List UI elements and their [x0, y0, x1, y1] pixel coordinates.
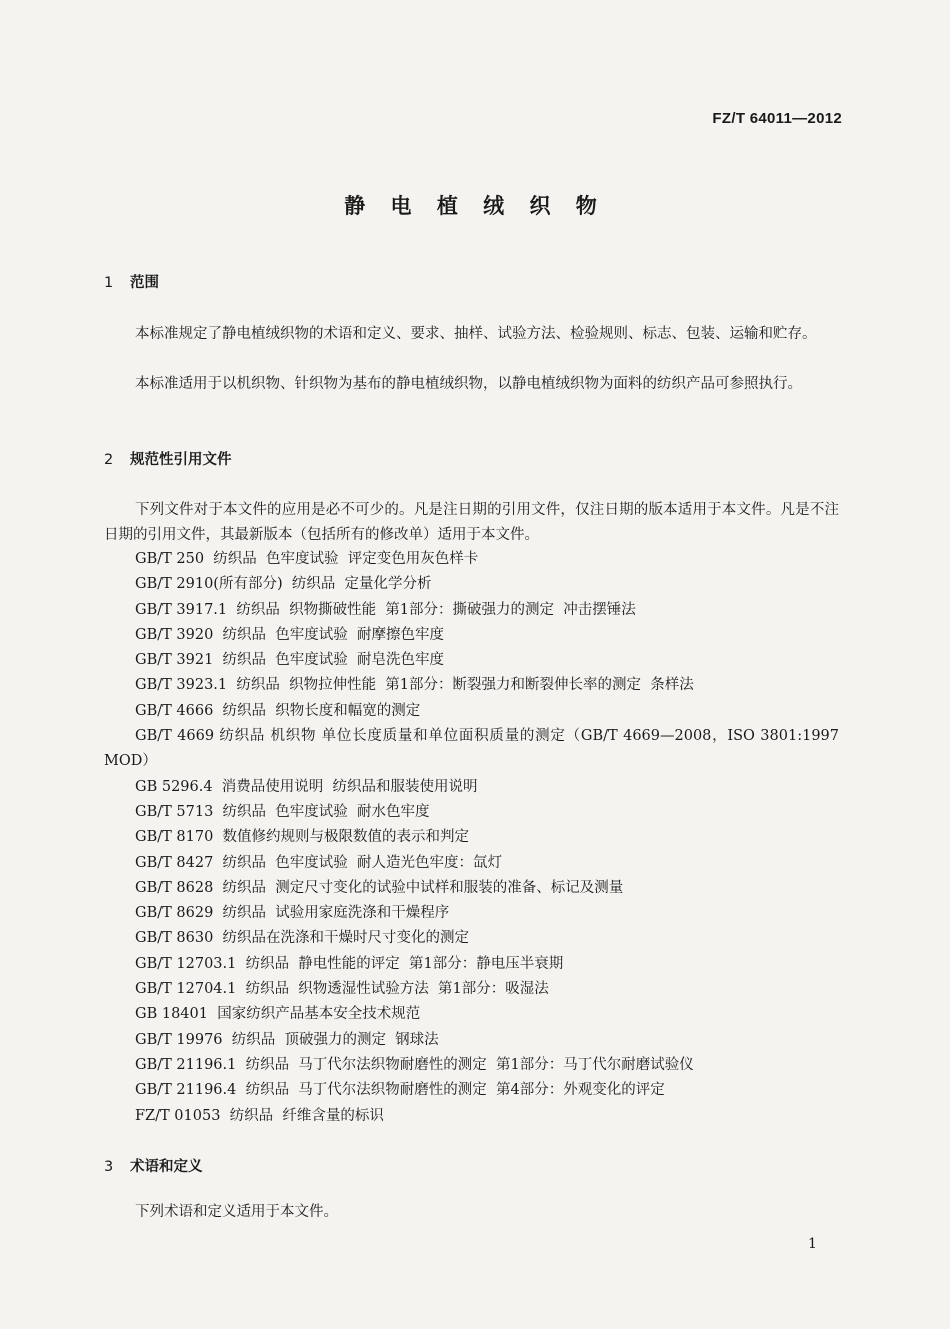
reference-item: GB/T 8630 纺织品在洗涤和干燥时尺寸变化的测定 — [135, 930, 470, 947]
standard-code: FZ/T 64011—2012 — [712, 110, 842, 127]
reference-item: GB/T 2910(所有部分) 纺织品 定量化学分析 — [135, 576, 432, 593]
section-3-number: 3 — [104, 1159, 114, 1175]
reference-item: GB/T 3921 纺织品 色牢度试验 耐皂洗色牢度 — [135, 652, 444, 669]
reference-item: GB/T 3917.1 纺织品 织物撕破性能 第1部分：撕破强力的测定 冲击摆锤法 — [135, 601, 636, 618]
section-1-paragraph-1: 本标准规定了静电植绒织物的术语和定义、要求、抽样、试验方法、检验规则、标志、包装、运输和贮存。 — [135, 326, 817, 342]
reference-item: GB/T 8628 纺织品 测定尺寸变化的试验中试样和服装的准备、标记及测量 — [135, 879, 624, 896]
reference-item: GB/T 8629 纺织品 试验用家庭洗涤和干燥程序 — [135, 905, 450, 922]
reference-item: GB/T 4669 纺织品 机织物 单位长度质量和单位面积质量的测定（GB/T 4669—2008，ISO 3801:1997 MOD） — [104, 728, 839, 770]
section-1-paragraph-2: 本标准适用于以机织物、针织物为基布的静电植绒织物，以静电植绒织物为面料的纺织产品可参照执行。 — [135, 376, 802, 392]
reference-item: GB/T 3923.1 纺织品 织物拉伸性能 第1部分：断裂强力和断裂伸长率的测定 条样法 — [135, 677, 694, 694]
reference-item: GB/T 250 纺织品 色牢度试验 评定变色用灰色样卡 — [135, 551, 479, 567]
section-3-heading — [104, 1155, 203, 1176]
section-2-number: 2 — [104, 452, 114, 468]
reference-item: GB/T 19976 纺织品 顶破强力的测定 钢球法 — [135, 1031, 439, 1048]
reference-item: GB/T 5713 纺织品 色牢度试验 耐水色牢度 — [135, 803, 430, 820]
section-2-intro: 下列文件对于本文件的应用是必不可少的。凡是注日期的引用文件，仅注日期的版本适用于本文件。凡是不注日期的引用文件，其最新版本（包括所有的修改单）适用于本文件。 — [104, 502, 839, 543]
section-1-number: 1 — [104, 275, 114, 291]
reference-item: GB/T 21196.4 纺织品 马丁代尔法织物耐磨性的测定 第4部分：外观变化的评定 — [135, 1082, 665, 1099]
section-2-title: 规范性引用文件 — [130, 452, 232, 468]
section-1-title: 范围 — [130, 275, 159, 291]
reference-list — [104, 547, 839, 1129]
section-1-heading — [104, 271, 159, 292]
page-number: 1 — [808, 1236, 817, 1252]
reference-item: FZ/T 01053 纺织品 纤维含量的标识 — [135, 1107, 384, 1124]
section-3-intro: 下列术语和定义适用于本文件。 — [135, 1204, 338, 1220]
section-3-title: 术语和定义 — [130, 1159, 203, 1175]
reference-item: GB/T 8427 纺织品 色牢度试验 耐人造光色牢度：氙灯 — [135, 854, 502, 871]
reference-item: GB/T 4666 纺织品 织物长度和幅宽的测定 — [135, 702, 421, 719]
reference-item: GB/T 3920 纺织品 色牢度试验 耐摩擦色牢度 — [135, 626, 444, 643]
reference-item: GB/T 12703.1 纺织品 静电性能的评定 第1部分：静电压半衰期 — [135, 955, 564, 972]
reference-item: GB 18401 国家纺织产品基本安全技术规范 — [135, 1006, 421, 1023]
reference-item: GB/T 12704.1 纺织品 织物透湿性试验方法 第1部分：吸湿法 — [135, 981, 549, 998]
reference-item: GB/T 8170 数值修约规则与极限数值的表示和判定 — [135, 829, 470, 846]
reference-item: GB/T 21196.1 纺织品 马丁代尔法织物耐磨性的测定 第1部分：马丁代尔耐磨试验仪 — [135, 1056, 694, 1073]
reference-item: GB 5296.4 消费品使用说明 纺织品和服装使用说明 — [135, 778, 478, 795]
document-title: 静 电 植 绒 织 物 — [344, 194, 606, 218]
section-2-heading — [104, 448, 232, 469]
